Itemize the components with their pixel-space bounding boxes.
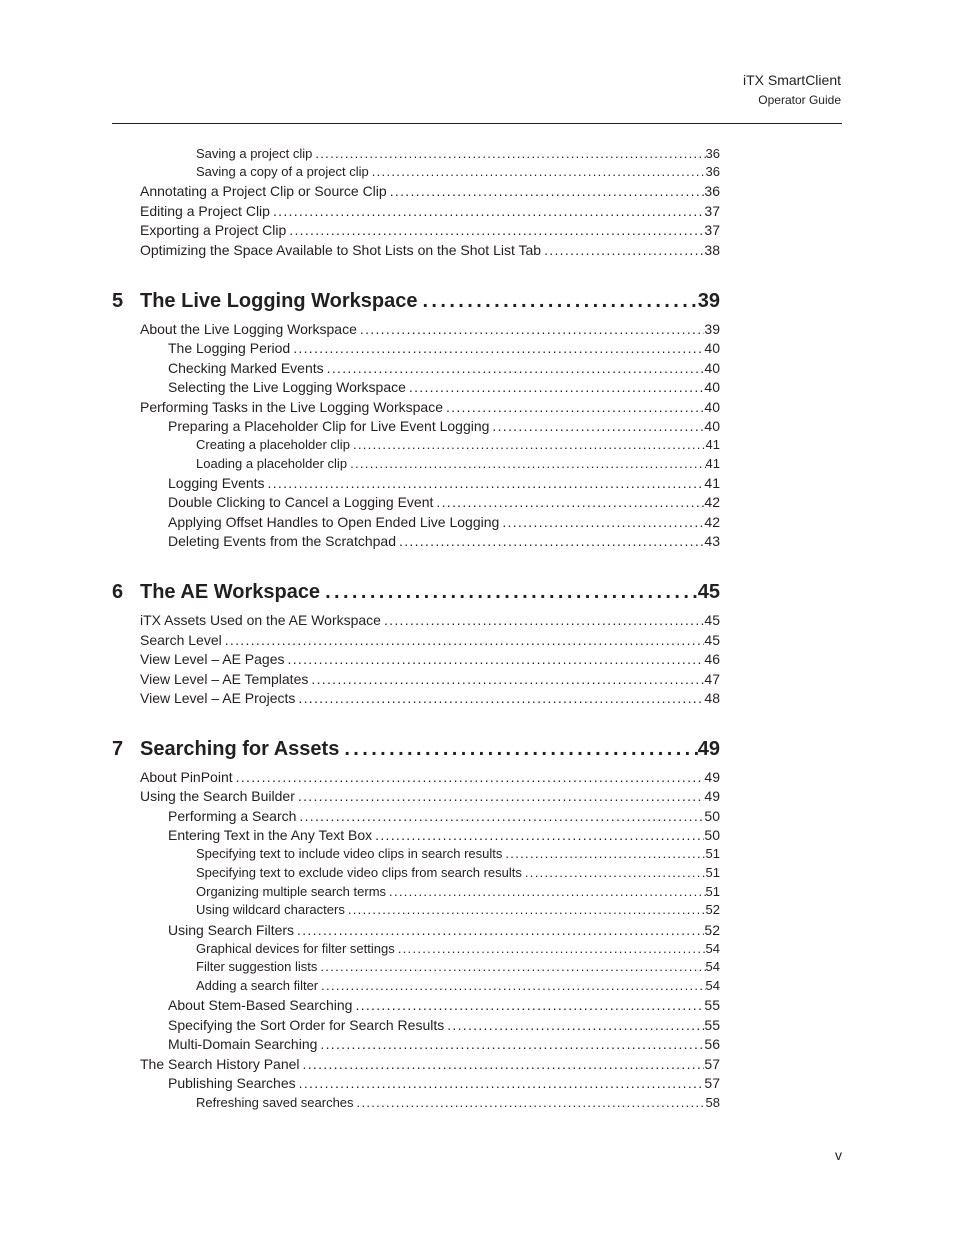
toc-entry-title: Refreshing saved searches	[196, 1095, 354, 1110]
toc-entry[interactable]	[168, 532, 720, 551]
toc-entry[interactable]	[140, 182, 720, 201]
toc-chapter[interactable]	[112, 288, 720, 314]
toc-entry[interactable]	[196, 163, 720, 181]
toc-page-number: 54	[705, 978, 720, 993]
toc-entry[interactable]	[196, 145, 720, 163]
toc-chapter[interactable]	[112, 579, 720, 605]
toc-entry[interactable]	[168, 807, 720, 826]
dot-leader	[317, 958, 705, 976]
toc-entry[interactable]	[140, 320, 720, 339]
toc-entry-title: About Stem-Based Searching	[168, 997, 353, 1013]
toc-page-number: 55	[704, 1017, 720, 1033]
toc-entry[interactable]	[140, 221, 720, 240]
toc-entry[interactable]	[168, 378, 720, 397]
dot-leader	[317, 1035, 704, 1054]
toc-entry-title: Selecting the Live Logging Workspace	[168, 379, 406, 395]
dot-leader	[295, 689, 704, 708]
toc-page-number: 42	[704, 494, 720, 510]
toc-entry[interactable]	[168, 1074, 720, 1093]
toc-page-number: 39	[704, 321, 720, 337]
toc-entry-title: View Level – AE Projects	[140, 690, 296, 706]
dot-leader	[354, 1094, 706, 1112]
toc-entry-title: Adding a search filter	[196, 978, 319, 993]
page-number: v	[835, 1147, 842, 1163]
toc-page-number: 51	[705, 884, 720, 899]
toc-entry[interactable]	[140, 689, 720, 708]
dot-leader	[286, 221, 704, 240]
toc-page-number: 36	[704, 183, 720, 199]
dot-leader	[443, 398, 704, 417]
toc-page-number: 45	[697, 581, 720, 603]
toc-entry-title: Annotating a Project Clip or Source Clip	[140, 183, 387, 199]
dot-leader	[499, 513, 704, 532]
toc-entry-title: Double Clicking to Cancel a Logging Event	[168, 494, 434, 510]
dot-leader	[294, 921, 704, 940]
toc-entry-title: Performing a Search	[168, 808, 297, 824]
toc-entry[interactable]	[140, 787, 720, 806]
toc-entry-title: The Logging Period	[168, 340, 291, 356]
toc-entry-title: Performing Tasks in the Live Logging Workspace	[140, 399, 443, 415]
dot-leader	[308, 670, 704, 689]
toc-page-number: 36	[705, 164, 720, 179]
dot-leader	[296, 807, 704, 826]
toc-entry[interactable]	[168, 921, 720, 940]
toc-entry-title: Using Search Filters	[168, 922, 295, 938]
toc-entry[interactable]	[196, 901, 720, 919]
chapter-number: 6	[112, 581, 124, 603]
dot-leader	[350, 436, 706, 454]
toc-entry[interactable]	[168, 513, 720, 532]
toc-entry[interactable]	[196, 1094, 720, 1112]
chapter-number: 5	[112, 290, 124, 312]
toc-entry-title: View Level – AE Templates	[140, 671, 309, 687]
dot-leader	[352, 996, 704, 1015]
toc-entry-title: The AE Workspace	[140, 581, 321, 603]
toc-entry[interactable]	[140, 611, 720, 630]
toc-page-number: 43	[704, 533, 720, 549]
dot-leader	[339, 736, 697, 762]
toc-page-number: 52	[704, 922, 720, 938]
header-rule	[112, 123, 842, 124]
dot-leader	[372, 826, 704, 845]
toc-entry[interactable]	[168, 474, 720, 493]
dot-leader	[270, 202, 704, 221]
toc-entry-title: The Search History Panel	[140, 1056, 300, 1072]
toc-entry[interactable]	[196, 940, 720, 958]
toc-page-number: 40	[704, 340, 720, 356]
toc-page-number: 49	[704, 769, 720, 785]
toc-page-number: 50	[704, 808, 720, 824]
toc-entry-title: Exporting a Project Clip	[140, 222, 287, 238]
toc-page-number: 50	[704, 827, 720, 843]
dot-leader	[300, 1055, 705, 1074]
toc-entry-title: View Level – AE Pages	[140, 651, 285, 667]
toc-entry[interactable]	[140, 1055, 720, 1074]
dot-leader	[347, 455, 705, 473]
toc-page-number: 38	[704, 242, 720, 258]
dot-leader	[345, 901, 706, 919]
toc-entry[interactable]	[168, 826, 720, 845]
toc-entry[interactable]	[168, 1035, 720, 1054]
chapter-number: 7	[112, 738, 124, 760]
dot-leader	[387, 182, 705, 201]
toc-entry[interactable]	[140, 631, 720, 650]
toc-entry-title: Deleting Events from the Scratchpad	[168, 533, 397, 549]
toc-entry-title: Graphical devices for filter settings	[196, 941, 395, 956]
toc-entry[interactable]	[140, 670, 720, 689]
toc-entry-title: Specifying text to exclude video clips from search results	[196, 865, 522, 880]
toc-page-number: 51	[705, 865, 720, 880]
toc-entry-title: Optimizing the Space Available to Shot Lists on the Shot List Tab	[140, 242, 542, 258]
dot-leader	[541, 241, 704, 260]
toc-entry-title: Publishing Searches	[168, 1075, 296, 1091]
toc-page-number: 58	[705, 1095, 720, 1110]
toc-entry-title: The Live Logging Workspace	[140, 290, 418, 312]
dot-leader	[290, 339, 704, 358]
toc-page-number: 40	[704, 360, 720, 376]
toc-page-number: 46	[704, 651, 720, 667]
toc-entry-title: About PinPoint	[140, 769, 233, 785]
toc-page-number: 55	[704, 997, 720, 1013]
toc-page-number: 40	[704, 399, 720, 415]
dot-leader	[406, 378, 705, 397]
toc-entry-title: Logging Events	[168, 475, 265, 491]
toc-entry-title: Filter suggestion lists	[196, 959, 318, 974]
toc-page-number: 48	[704, 690, 720, 706]
toc-entry[interactable]	[196, 958, 720, 976]
toc-page-number: 42	[704, 514, 720, 530]
toc-page-number: 36	[705, 146, 720, 161]
dot-leader	[312, 145, 705, 163]
toc-page-number: 41	[705, 456, 720, 471]
toc-entry-title: Multi-Domain Searching	[168, 1036, 318, 1052]
dot-leader	[320, 579, 698, 605]
toc-page-number: 45	[704, 632, 720, 648]
dot-leader	[318, 977, 705, 995]
toc-entry-title: Searching for Assets	[140, 738, 340, 760]
toc-page-number: 40	[704, 418, 720, 434]
toc-page-number: 47	[704, 671, 720, 687]
toc-entry[interactable]	[168, 339, 720, 358]
toc-entry-title: Entering Text in the Any Text Box	[168, 827, 373, 843]
dot-leader	[324, 359, 705, 378]
toc-entry[interactable]	[168, 417, 720, 436]
dot-leader	[296, 1074, 705, 1093]
toc-entry[interactable]	[140, 398, 720, 417]
toc-entry[interactable]	[168, 493, 720, 512]
toc-entry[interactable]	[140, 768, 720, 787]
toc-entry[interactable]	[196, 883, 720, 901]
toc-entry-title: Using wildcard characters	[196, 902, 345, 917]
running-header-subtitle: Operator Guide	[758, 93, 841, 107]
toc-entry[interactable]	[196, 436, 720, 454]
toc-entry-title: Organizing multiple search terms	[196, 884, 387, 899]
dot-leader	[285, 650, 705, 669]
toc-page-number: 45	[704, 612, 720, 628]
toc-page-number: 37	[704, 203, 720, 219]
running-header-title: iTX SmartClient	[742, 72, 841, 88]
toc-entry-title: Search Level	[140, 632, 222, 648]
toc-entry[interactable]	[140, 202, 720, 221]
dot-leader	[417, 288, 697, 314]
toc-entry-title: Saving a copy of a project clip	[196, 164, 369, 179]
dot-leader	[357, 320, 705, 339]
toc-entry-title: Loading a placeholder clip	[196, 456, 348, 471]
toc-page-number: 49	[704, 788, 720, 804]
toc-entry-title: Specifying the Sort Order for Search Results	[168, 1017, 445, 1033]
toc-entry-title: Specifying text to include video clips in search results	[196, 846, 503, 861]
dot-leader	[489, 417, 704, 436]
toc-entry[interactable]	[196, 845, 720, 863]
dot-leader	[233, 768, 705, 787]
toc-page-number: 54	[705, 959, 720, 974]
toc-entry[interactable]	[140, 650, 720, 669]
dot-leader	[265, 474, 705, 493]
toc-entry-title: Using the Search Builder	[140, 788, 295, 804]
dot-leader	[295, 787, 705, 806]
toc-page-number: 52	[705, 902, 720, 917]
toc-page-number: 57	[704, 1056, 720, 1072]
toc-entry-title: Applying Offset Handles to Open Ended Live Logging	[168, 514, 500, 530]
dot-leader	[369, 163, 706, 181]
toc-page-number: 51	[705, 846, 720, 861]
dot-leader	[444, 1016, 704, 1035]
toc-page-number: 49	[697, 738, 720, 760]
dot-leader	[386, 883, 706, 901]
toc-entry[interactable]	[168, 1016, 720, 1035]
dot-leader	[395, 940, 706, 958]
toc-entry-title: Editing a Project Clip	[140, 203, 270, 219]
toc-page-number: 54	[705, 941, 720, 956]
toc-entry-title: Checking Marked Events	[168, 360, 324, 376]
dot-leader	[381, 611, 704, 630]
dot-leader	[433, 493, 704, 512]
dot-leader	[522, 864, 706, 882]
toc-chapter[interactable]	[112, 736, 720, 762]
toc-page-number: 37	[704, 222, 720, 238]
dot-leader	[502, 845, 705, 863]
toc-entry[interactable]	[168, 996, 720, 1015]
toc-entry[interactable]	[196, 977, 720, 995]
toc-page-number: 57	[704, 1075, 720, 1091]
toc-entry-title: About the Live Logging Workspace	[140, 321, 357, 337]
toc-entry[interactable]	[168, 359, 720, 378]
dot-leader	[396, 532, 704, 551]
toc-entry[interactable]	[196, 455, 720, 473]
toc-entry[interactable]	[140, 241, 720, 260]
toc-page-number: 40	[704, 379, 720, 395]
toc-entry-title: Creating a placeholder clip	[196, 437, 350, 452]
toc-entry-title: Preparing a Placeholder Clip for Live Event Logging	[168, 418, 490, 434]
toc-page-number: 41	[705, 437, 720, 452]
toc-entry-title: iTX Assets Used on the AE Workspace	[140, 612, 381, 628]
toc-entry-title: Saving a project clip	[196, 146, 313, 161]
toc-page-number: 39	[697, 290, 720, 312]
toc-page-number: 56	[704, 1036, 720, 1052]
dot-leader	[222, 631, 705, 650]
toc-entry[interactable]	[196, 864, 720, 882]
toc-page-number: 41	[704, 475, 720, 491]
